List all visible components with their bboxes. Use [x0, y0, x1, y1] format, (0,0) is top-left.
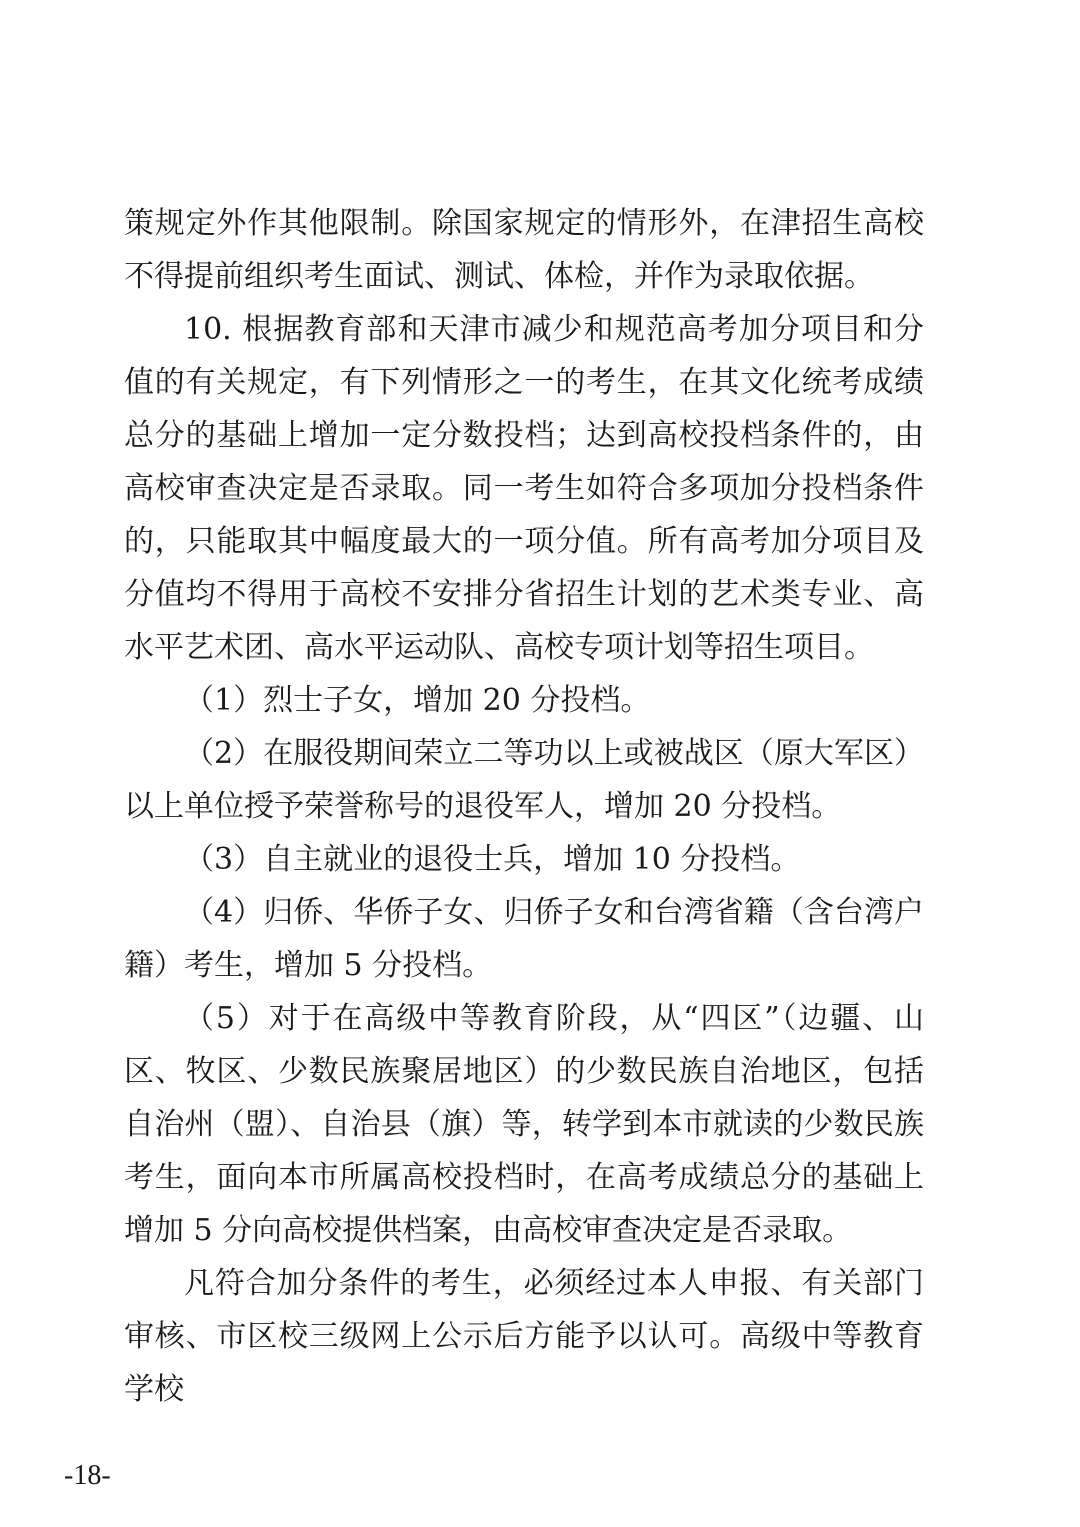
- paragraph-sub-item-3: （3）自主就业的退役士兵，增加 10 分投档。: [184, 842, 801, 877]
- paragraph-sub-item-2: （2）在服役期间荣立二等功以上或被战区（原大军区）以上单位授予荣誉称号的退役军人，增加 20 分投档。: [124, 736, 924, 824]
- paragraph-closing: 凡符合加分条件的考生，必须经过本人申报、有关部门审核、市区校三级网上公示后方能予以认可。高级中等教育学校: [124, 1266, 924, 1407]
- body-text: [124, 197, 924, 1416]
- page-number: -18-: [64, 1460, 111, 1491]
- paragraph-sub-item-4: （4）归侨、华侨子女、归侨子女和台湾省籍（含台湾户籍）考生，增加 5 分投档。: [124, 895, 924, 983]
- paragraph-item-10: 10. 根据教育部和天津市减少和规范高考加分项目和分值的有关规定，有下列情形之一的考生，在其文化统考成绩总分的基础上增加一定分数投档；达到高校投档条件的，由高校审查决定是否录取。同一考生如符合多项加分投档条件的，只能取其中幅度最大的一项分值。所有高考加分项目及分值均不得用于高校不安排分省招生计划的艺术类专业、高水平艺术团、高水平运动队、高校专项计划等招生项目。: [124, 312, 924, 665]
- paragraph-continuation: 策规定外作其他限制。除国家规定的情形外，在津招生高校不得提前组织考生面试、测试、体检，并作为录取依据。: [124, 206, 924, 294]
- paragraph-sub-item-5: （5）对于在高级中等教育阶段，从“四区”（边疆、山区、牧区、少数民族聚居地区）的少数民族自治地区，包括自治州（盟）、自治县（旗）等，转学到本市就读的少数民族考生，面向本市所属高校投档时，在高考成绩总分的基础上增加 5 分向高校提供档案，由高校审查决定是否录取。: [124, 1001, 924, 1248]
- paragraph-sub-item-1: （1）烈士子女，增加 20 分投档。: [184, 683, 651, 718]
